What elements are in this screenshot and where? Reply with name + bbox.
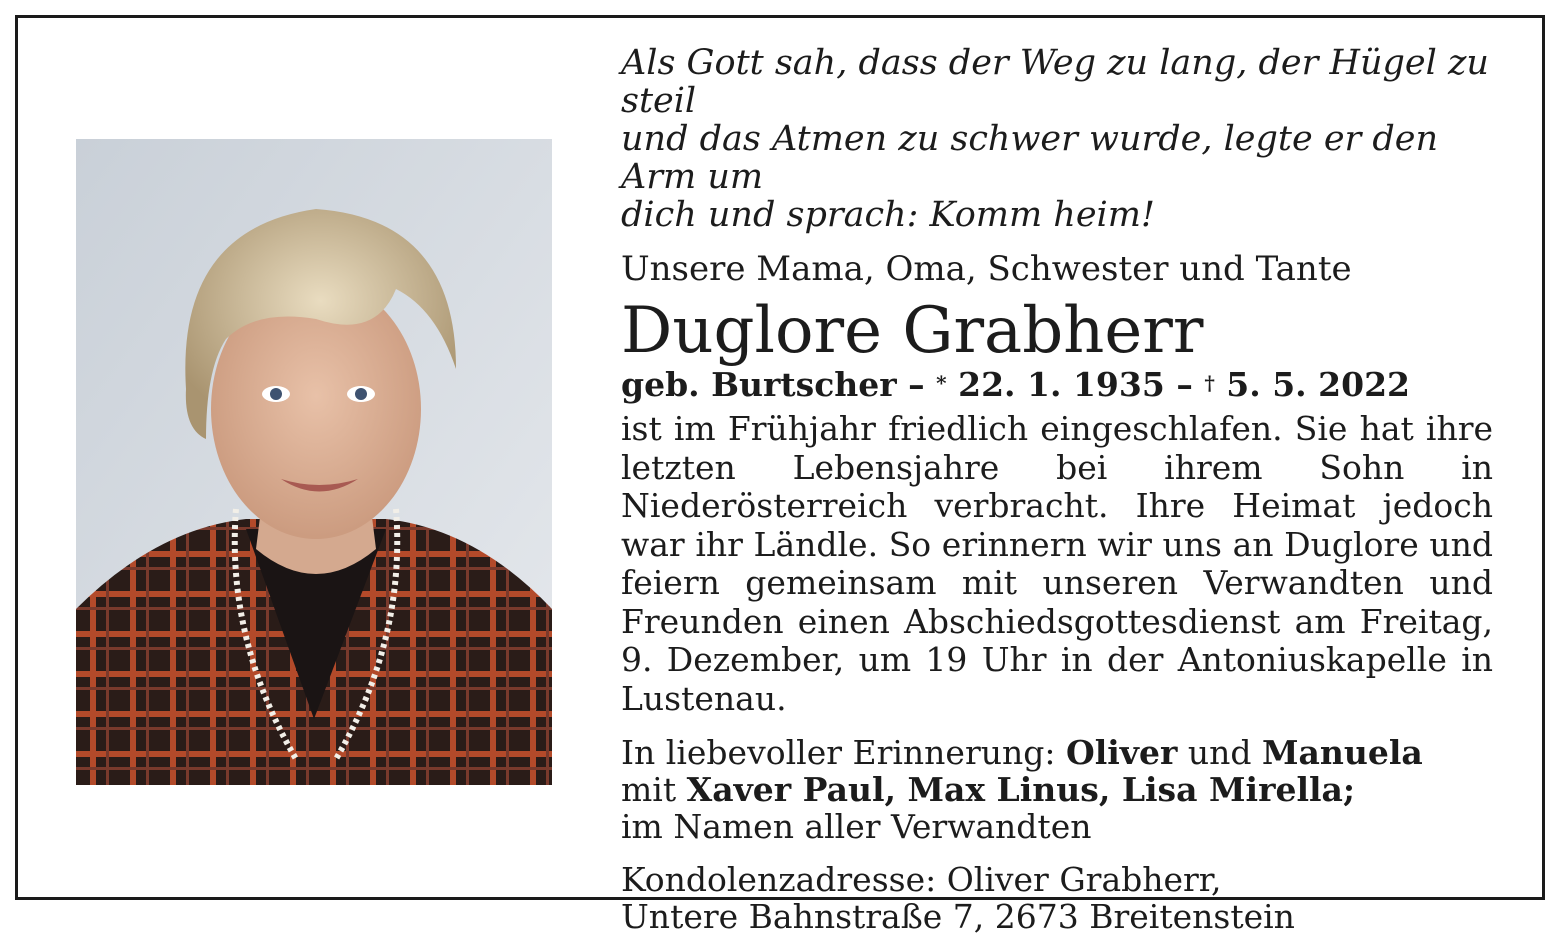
obituary-text-column xyxy=(621,44,1493,935)
address-line: Kondolenzadresse: Oliver Grabherr, xyxy=(621,860,1222,899)
quote-line: und das Atmen zu schwer wurde, legte er den Arm um xyxy=(621,119,1439,197)
life-dates xyxy=(621,366,1493,404)
quote-line: Als Gott sah, dass der Weg zu lang, der Hügel zu steil xyxy=(621,43,1489,121)
obituary-frame xyxy=(15,15,1545,936)
deceased-name: Duglore Grabherr xyxy=(621,294,1204,368)
family-member-name: Manuela xyxy=(1261,733,1423,772)
portrait-image xyxy=(76,139,552,785)
condolence-address xyxy=(621,861,1493,935)
maiden-name: geb. Burtscher xyxy=(621,365,897,404)
grandchildren-names: Xaver Paul, Max Linus, Lisa Mirella; xyxy=(686,770,1356,809)
address-line: Untere Bahnstraße 7, 2673 Breitenstein xyxy=(621,897,1295,936)
family-with: mit xyxy=(621,770,687,809)
separator: – xyxy=(1164,365,1205,404)
birth-symbol: * xyxy=(936,371,947,395)
relationship-intro: Unsere Mama, Oma, Schwester und Tante xyxy=(621,249,1352,289)
quote-line: dich und sprach: Komm heim! xyxy=(621,195,1155,235)
family-line xyxy=(621,771,1493,808)
memorial-quote xyxy=(621,44,1493,234)
portrait-photo xyxy=(76,139,552,785)
birth-date: 22. 1. 1935 xyxy=(946,365,1165,404)
separator: – xyxy=(896,365,937,404)
obituary-body: ist im Frühjahr friedlich eingeschlafen. Sie hat ihre letzten Lebensjahre bei ihrem Sohn in Niederösterreich verbracht. Ihre Heimat jedoch war ihr Ländle. So erinnern wir uns an Duglore und feiern gemeinsam mit unseren Verwandten und Freunden einen Abschiedsgottesdienst am Freitag, 9. Dezember, um 19 Uhr in der Antoniuskapelle in Lustenau. xyxy=(621,409,1493,718)
family-joiner: und xyxy=(1177,733,1262,772)
family-line xyxy=(621,734,1493,771)
family-member-name: Oliver xyxy=(1065,733,1178,772)
family-line: im Namen aller Verwandten xyxy=(621,807,1092,846)
death-date: 5. 5. 2022 xyxy=(1214,365,1410,404)
family-signature xyxy=(621,734,1493,845)
family-prefix: In liebevoller Erinnerung: xyxy=(621,733,1066,772)
death-symbol: † xyxy=(1204,371,1215,395)
